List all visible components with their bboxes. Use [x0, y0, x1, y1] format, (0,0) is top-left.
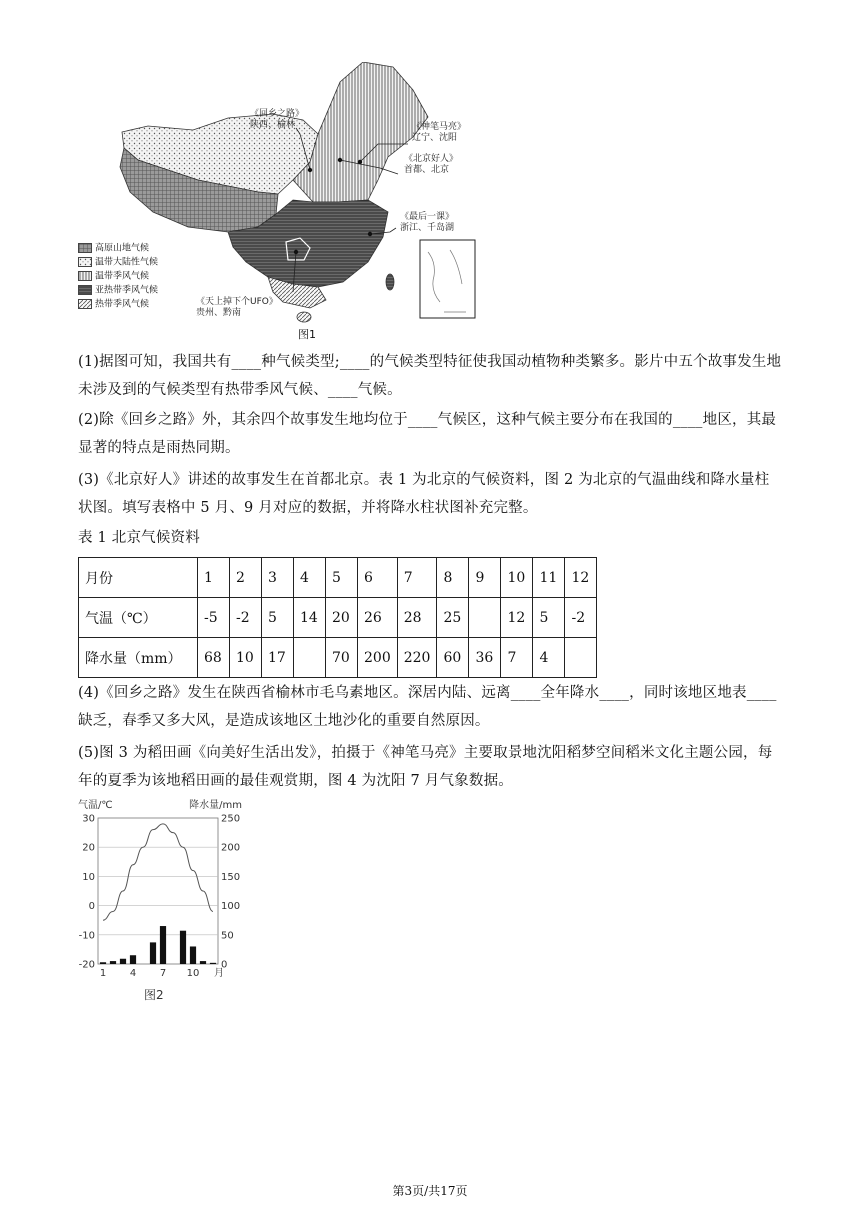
- hainan-island: [297, 312, 311, 322]
- precipitation-bar: [130, 955, 136, 964]
- x-tick-label: 4: [129, 968, 137, 979]
- table-row-precipitation: 降水量（mm） 68 10 17 70 200 220 60 36 7 4: [79, 638, 597, 678]
- question-5: (5)图 3 为稻田画《向美好生活出发》，拍摄于《神笔马亮》主要取景地沈阳稻梦空间稻米文化主题公园，每年的夏季为该地稻田画的最佳观赏期，图 4 为沈阳 7 月气象数据。: [78, 745, 773, 789]
- question-1: (1)据图可知，我国共有____种气候类型;____的气候类型特征使我国动植物种类繁多。影片中五个故事发生地未涉及到的气候类型有热带季风气候、____气候。: [78, 354, 782, 398]
- left-tick-label: 10: [82, 871, 95, 883]
- marker-label-ufo: 《天上掉下个UFO》 贵州、黔南: [196, 297, 278, 318]
- figure1-caption: 图1: [298, 328, 316, 341]
- question-4: (4)《回乡之路》发生在陕西省榆林市毛乌素地区。深居内陆、远离____全年降水____，同时该地区地表____缺乏，春季又多大风，是造成该地区土地沙化的重要自然原因。: [78, 685, 777, 729]
- right-tick-label: 150: [221, 871, 241, 883]
- precipitation-bar: [120, 959, 126, 964]
- left-tick-label: 30: [82, 813, 95, 825]
- table-caption: 表 1 北京气候资料: [78, 530, 200, 546]
- south-china-sea-inset: [420, 240, 475, 318]
- precipitation-bar: [180, 931, 186, 964]
- marker-label-zuihou: 《最后一课》 浙江、千岛湖: [400, 212, 455, 233]
- page-footer: 第3页/共17页: [392, 1184, 468, 1198]
- right-tick-label: 250: [221, 813, 241, 825]
- precipitation-bar: [100, 962, 106, 964]
- plot-frame: [98, 818, 218, 964]
- question-3: (3)《北京好人》讲述的故事发生在首都北京。表 1 为北京的气候资料，图 2 为北京的气温曲线和降水量柱状图。填写表格中 5 月、9 月对应的数据，并将降水柱状图补充完整。: [78, 472, 770, 516]
- legend-item-continental: 温带大陆性气候: [78, 257, 158, 268]
- taiwan-island: [386, 274, 394, 290]
- legend-item-subtropical: 亚热带季风气候: [78, 285, 158, 296]
- marker-label-beijing: 《北京好人》 首都、北京: [404, 154, 459, 175]
- marker-label-huixiang: 《回乡之路》 陕西、榆林: [250, 109, 305, 130]
- x-tick-label: 7: [159, 968, 167, 979]
- left-axis-label: 气温/℃: [78, 800, 113, 811]
- x-tick-label: 1: [99, 968, 107, 979]
- beijing-climate-table: [78, 557, 597, 678]
- left-tick-label: 0: [88, 901, 95, 913]
- legend-item-temperate-monsoon: 温带季风气候: [78, 271, 149, 282]
- precipitation-bar: [200, 961, 206, 964]
- left-tick-label: 20: [82, 842, 95, 854]
- marker-label-shenbi: 《神笔马亮》 辽宁、沈阳: [412, 122, 467, 143]
- right-tick-label: 50: [221, 930, 234, 942]
- table-row-months: 月份 1 2 3 4 5 6 7 8 9 10 11 12: [79, 558, 597, 598]
- x-tick-label: 10: [186, 968, 200, 979]
- legend-item-plateau: 高原山地气候: [78, 243, 149, 254]
- precipitation-bar: [110, 961, 116, 964]
- precipitation-bar: [150, 942, 156, 964]
- right-tick-label: 0: [221, 959, 228, 971]
- legend-item-tropical: 热带季风气候: [78, 299, 149, 310]
- right-axis-label: 降水量/mm: [189, 800, 242, 811]
- right-tick-label: 100: [221, 901, 241, 913]
- figure2-caption: 图2: [144, 988, 164, 1002]
- precipitation-bar: [210, 963, 216, 964]
- precipitation-bar: [160, 926, 166, 964]
- beijing-climate-chart: [76, 796, 246, 1006]
- right-tick-label: 200: [221, 842, 241, 854]
- left-tick-label: -10: [78, 930, 95, 942]
- x-unit-label: 月: [214, 968, 224, 979]
- precipitation-bar: [190, 946, 196, 964]
- question-2: (2)除《回乡之路》外，其余四个故事发生地均位于____气候区，这种气候主要分布在我国的____地区，其最显著的特点是雨热同期。: [78, 412, 777, 456]
- left-tick-label: -20: [78, 959, 95, 971]
- table-row-temperature: 气温（℃） -5 -2 5 14 20 26 28 25 12 5 -2: [79, 598, 597, 638]
- blank-cell-sep-temp: [469, 598, 501, 638]
